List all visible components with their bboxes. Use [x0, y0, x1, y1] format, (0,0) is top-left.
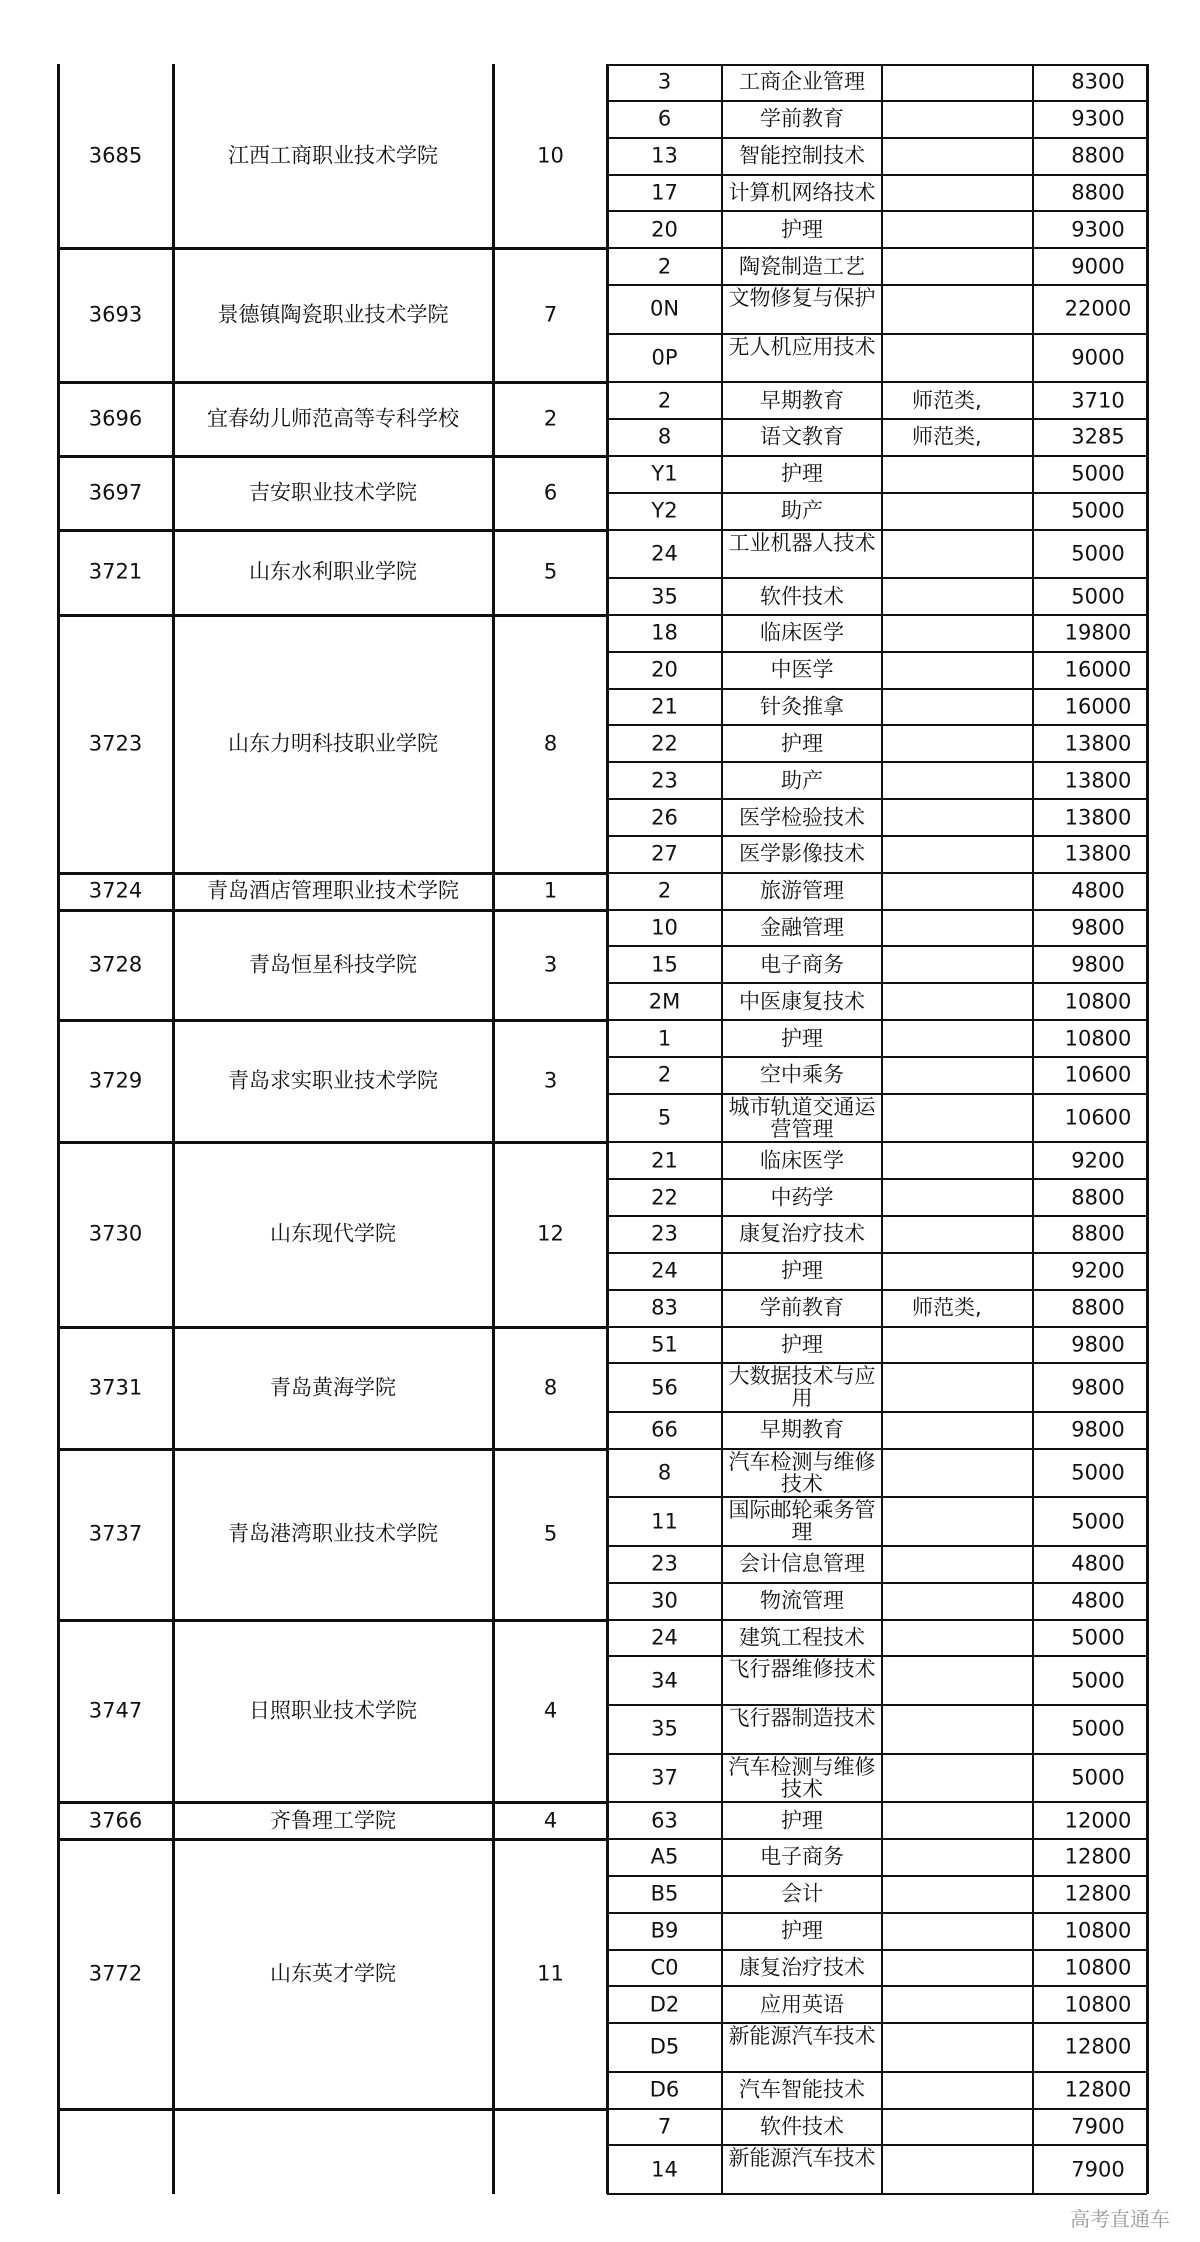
plan-count: 2 [543, 406, 558, 431]
major-code: 51 [651, 1332, 678, 1357]
tuition-fee: 9800 [1071, 1332, 1125, 1357]
major-name: 金融管理 [760, 915, 844, 940]
tuition-fee: 5000 [1071, 541, 1125, 566]
major-code: 15 [651, 952, 678, 977]
border-h [607, 137, 1147, 139]
border-h [607, 1215, 1147, 1217]
school-name: 江西工商职业技术学院 [228, 143, 438, 168]
border-h [58, 529, 608, 532]
major-name: 护理 [781, 1918, 823, 1943]
major-name: 康复治疗技术 [739, 1221, 865, 1246]
major-name: 护理 [781, 1258, 823, 1283]
border-h [607, 174, 1147, 176]
tuition-fee: 3285 [1071, 424, 1125, 449]
major-name: 康复治疗技术 [739, 1955, 865, 1980]
major-name: 针灸推拿 [760, 694, 844, 719]
major-name: 软件技术 [760, 2114, 844, 2139]
plan-count: 8 [543, 731, 558, 756]
tuition-fee: 13800 [1064, 731, 1132, 756]
tuition-fee: 9000 [1071, 345, 1125, 370]
major-name: 学前教育 [760, 1295, 844, 1320]
major-code: 66 [651, 1417, 678, 1442]
school-code: 3731 [88, 1375, 143, 1400]
school-code: 3721 [88, 559, 143, 584]
major-name: 医学影像技术 [739, 841, 865, 866]
border-h [607, 835, 1147, 837]
major-name: 工业机器人技术 [728, 531, 876, 555]
major-name: 智能控制技术 [739, 143, 865, 168]
tuition-fee: 7900 [1071, 2114, 1125, 2139]
border-h [607, 688, 1147, 690]
school-name: 青岛恒星科技学院 [249, 952, 417, 977]
tuition-fee: 5000 [1071, 1460, 1125, 1485]
major-note: 师范类, [912, 1295, 982, 1320]
school-name: 吉安职业技术学院 [249, 480, 417, 505]
plan-count: 7 [543, 302, 558, 327]
tuition-fee: 13800 [1064, 768, 1132, 793]
tuition-fee: 13800 [1064, 841, 1132, 866]
border-h [607, 1912, 1147, 1914]
border-h [607, 247, 1147, 249]
major-code: 83 [651, 1295, 678, 1320]
major-code: 17 [651, 180, 678, 205]
border-h [607, 1093, 1147, 1095]
school-name: 青岛港湾职业技术学院 [228, 1521, 438, 1546]
school-code: 3696 [88, 406, 143, 431]
border-h [58, 1801, 608, 1804]
major-code: 8 [657, 1460, 672, 1485]
border-h [58, 1448, 608, 1451]
tuition-fee: 8800 [1071, 1221, 1125, 1246]
tuition-fee: 5000 [1071, 1509, 1125, 1534]
major-code: 30 [651, 1588, 678, 1613]
border-h [607, 651, 1147, 653]
school-name: 青岛酒店管理职业技术学院 [207, 878, 459, 903]
major-name: 工商企业管理 [739, 69, 865, 94]
tuition-fee: 5000 [1071, 1765, 1125, 1790]
watermark: 高考直通车 [1070, 2207, 1170, 2231]
major-code: 0N [649, 296, 680, 321]
major-code: 7 [657, 2114, 672, 2139]
major-code: 3 [657, 69, 672, 94]
tuition-fee: 4800 [1071, 878, 1125, 903]
border-h [58, 1141, 608, 1144]
major-code: 21 [651, 694, 678, 719]
tuition-fee: 5000 [1071, 1668, 1125, 1693]
major-name: 飞行器维修技术 [728, 1658, 876, 1682]
major-name: 计算机网络技术 [728, 180, 876, 205]
major-code: D6 [649, 2077, 680, 2102]
major-name: 护理 [781, 1808, 823, 1833]
school-name: 青岛黄海学院 [270, 1375, 396, 1400]
school-name: 景德镇陶瓷职业技术学院 [217, 302, 449, 327]
major-name: 会计 [781, 1881, 823, 1906]
school-code: 3723 [88, 731, 143, 756]
major-name: 早期教育 [760, 388, 844, 413]
border-h [58, 1326, 608, 1329]
major-code: 21 [651, 1148, 678, 1173]
tuition-fee: 9200 [1071, 1258, 1125, 1283]
major-code: 11 [651, 1509, 678, 1534]
major-name: 中药学 [770, 1185, 834, 1210]
border-h [607, 798, 1147, 800]
border-h [607, 1178, 1147, 1180]
tuition-fee: 5000 [1071, 1716, 1125, 1741]
major-name: 无人机应用技术 [728, 335, 876, 359]
major-code: 56 [651, 1375, 678, 1400]
major-code: 2 [657, 254, 672, 279]
school-code: 3724 [88, 878, 143, 903]
tuition-fee: 5000 [1071, 584, 1125, 608]
major-code: Y1 [651, 461, 678, 486]
school-code: 3685 [88, 143, 143, 168]
major-code: 14 [651, 2157, 678, 2182]
border-h [607, 1985, 1147, 1987]
major-name: 会计信息管理 [739, 1551, 865, 1576]
major-name: 护理 [781, 461, 823, 486]
major-name: 电子商务 [760, 1844, 844, 1869]
plan-count: 5 [543, 1521, 558, 1546]
major-code: 35 [651, 1716, 678, 1741]
border-h [58, 381, 608, 384]
major-code: 23 [651, 768, 678, 793]
plan-count: 11 [537, 1961, 564, 1986]
border-h [58, 614, 608, 617]
major-name: 护理 [781, 217, 823, 242]
plan-count: 10 [537, 143, 564, 168]
border-h [607, 1619, 1147, 1621]
plan-count: 6 [543, 480, 558, 505]
school-name: 山东力明科技职业学院 [228, 731, 438, 756]
border-h [607, 1326, 1147, 1328]
major-code: 2 [657, 388, 672, 413]
major-code: 35 [651, 584, 678, 608]
major-note: 师范类, [912, 424, 982, 449]
border-h [607, 1448, 1147, 1450]
school-code: 3730 [88, 1221, 143, 1246]
tuition-fee: 8800 [1071, 180, 1125, 205]
major-name: 旅游管理 [760, 878, 844, 903]
major-code: 24 [651, 1625, 678, 1650]
tuition-fee: 22000 [1064, 296, 1132, 321]
plan-count: 4 [543, 1808, 558, 1833]
school-name: 山东现代学院 [270, 1221, 396, 1246]
major-name: 飞行器制造技术 [728, 1707, 876, 1730]
major-code: 23 [651, 1221, 678, 1246]
tuition-fee: 9800 [1071, 952, 1125, 977]
plan-count: 12 [537, 1221, 564, 1246]
tuition-fee: 8300 [1071, 69, 1125, 94]
major-note: 师范类, [912, 388, 982, 413]
tuition-fee: 4800 [1071, 1588, 1125, 1613]
border-h [58, 1838, 608, 1841]
tuition-fee: 9800 [1071, 1375, 1125, 1400]
school-name: 青岛求实职业技术学院 [228, 1068, 438, 1093]
school-code: 3693 [88, 302, 143, 327]
major-code: 8 [657, 424, 672, 449]
plan-count: 4 [543, 1698, 558, 1723]
tuition-fee: 12800 [1064, 1881, 1132, 1906]
major-name: 医学检验技术 [739, 805, 865, 829]
tuition-fee: 9800 [1071, 1417, 1125, 1442]
tuition-fee: 10600 [1064, 1062, 1132, 1087]
tuition-fee: 10800 [1064, 1955, 1132, 1980]
major-name: 汽车智能技术 [739, 2077, 865, 2102]
tuition-fee: 12800 [1064, 2034, 1132, 2059]
major-code: 1 [657, 1026, 672, 1051]
major-code: D5 [649, 2034, 680, 2059]
border-h [607, 761, 1147, 763]
tuition-fee: 3710 [1071, 388, 1125, 413]
major-name: 大数据技术与应用 [728, 1365, 876, 1411]
school-name: 山东英才学院 [270, 1961, 396, 1986]
major-code: 13 [651, 143, 678, 168]
border-h [607, 614, 1147, 616]
border-h [607, 1252, 1147, 1254]
border-h [58, 872, 608, 875]
border-h [607, 2108, 1147, 2110]
tuition-fee: 8800 [1071, 143, 1125, 168]
school-code: 3772 [88, 1961, 143, 1986]
major-code: 23 [651, 1551, 678, 1576]
border-h [607, 455, 1147, 457]
border-h [607, 1019, 1147, 1021]
tuition-fee: 12000 [1064, 1808, 1132, 1833]
border-h [58, 909, 608, 912]
tuition-fee: 10800 [1064, 1918, 1132, 1943]
border-h [607, 982, 1147, 984]
major-name: 应用英语 [760, 1992, 844, 2017]
major-code: 2 [657, 1062, 672, 1087]
major-code: 27 [651, 841, 678, 866]
plan-count: 3 [543, 952, 558, 977]
tuition-fee: 8800 [1071, 1185, 1125, 1210]
major-name: 护理 [781, 1026, 823, 1051]
tuition-fee: 4800 [1071, 1551, 1125, 1576]
tuition-fee: 16000 [1064, 694, 1132, 719]
major-code: Y2 [651, 498, 678, 523]
tuition-fee: 9300 [1071, 106, 1125, 131]
tuition-fee: 9000 [1071, 254, 1125, 279]
tuition-fee: 5000 [1071, 498, 1125, 523]
border-h [58, 1019, 608, 1022]
school-name: 宜春幼儿师范高等专科学校 [207, 406, 459, 431]
border-h [607, 492, 1147, 494]
tuition-fee: 5000 [1071, 461, 1125, 486]
border-h [607, 418, 1147, 420]
tuition-fee: 16000 [1064, 657, 1132, 682]
major-code: 34 [651, 1668, 678, 1693]
border-h [607, 64, 1147, 66]
border-h [607, 1655, 1147, 1657]
tuition-fee: 7900 [1071, 2157, 1125, 2182]
major-code: 20 [651, 217, 678, 242]
tuition-fee: 9800 [1071, 915, 1125, 940]
major-code: 26 [651, 805, 678, 829]
school-code: 3766 [88, 1808, 143, 1833]
major-name: 文物修复与保护 [728, 287, 876, 310]
school-code: 3747 [88, 1698, 143, 1723]
school-code: 3737 [88, 1521, 143, 1546]
tuition-fee: 5000 [1071, 1625, 1125, 1650]
major-name: 助产 [781, 498, 823, 523]
major-code: A5 [650, 1844, 679, 1869]
major-code: B9 [650, 1918, 679, 1943]
major-name: 护理 [781, 1332, 823, 1357]
border-h [607, 1056, 1147, 1058]
major-name: 护理 [781, 731, 823, 756]
school-name: 齐鲁理工学院 [270, 1808, 396, 1833]
tuition-fee: 19800 [1064, 620, 1132, 645]
major-name: 物流管理 [760, 1588, 844, 1613]
major-name: 临床医学 [760, 620, 844, 645]
school-name: 日照职业技术学院 [249, 1698, 417, 1723]
tuition-fee: 10800 [1064, 1026, 1132, 1051]
major-code: 18 [651, 620, 678, 645]
tuition-fee: 10600 [1064, 1105, 1132, 1130]
school-name: 山东水利职业学院 [249, 559, 417, 584]
plan-count: 3 [543, 1068, 558, 1093]
major-name: 汽车检测与维修技术 [728, 1450, 876, 1496]
major-name: 建筑工程技术 [739, 1625, 865, 1650]
major-code: 2M [648, 989, 681, 1014]
major-name: 助产 [781, 768, 823, 793]
major-code: 0P [651, 345, 678, 370]
border-h [607, 100, 1147, 102]
major-code: 24 [651, 1258, 678, 1283]
school-code: 3697 [88, 480, 143, 505]
tuition-fee: 10800 [1064, 989, 1132, 1014]
border-h [607, 1949, 1147, 1951]
tuition-fee: 9200 [1071, 1148, 1125, 1173]
plan-count: 1 [543, 878, 558, 903]
border-h [607, 724, 1147, 726]
major-name: 国际邮轮乘务管理 [728, 1499, 876, 1545]
major-name: 语文教育 [760, 424, 844, 449]
border-h [607, 872, 1147, 874]
border-h [607, 945, 1147, 947]
border-h [607, 2022, 1147, 2024]
major-name: 中医学 [770, 657, 834, 682]
tuition-fee: 9300 [1071, 217, 1125, 242]
border-h [58, 2108, 608, 2111]
plan-count: 8 [543, 1375, 558, 1400]
major-name: 陶瓷制造工艺 [739, 254, 865, 279]
border-h [607, 1362, 1147, 1364]
major-name: 新能源汽车技术 [728, 2025, 876, 2049]
major-name: 临床医学 [760, 1148, 844, 1173]
major-name: 空中乘务 [760, 1062, 844, 1087]
major-code: B5 [650, 1881, 679, 1906]
border-h [607, 1875, 1147, 1877]
major-code: 24 [651, 541, 678, 566]
major-name: 汽车检测与维修技术 [728, 1755, 876, 1801]
tuition-fee: 12800 [1064, 1844, 1132, 1869]
major-code: 5 [657, 1105, 672, 1130]
major-name: 电子商务 [760, 952, 844, 977]
tuition-fee: 13800 [1064, 805, 1132, 829]
border-h [58, 247, 608, 250]
major-name: 软件技术 [760, 584, 844, 608]
border-h [607, 1838, 1147, 1840]
border-h [607, 2144, 1147, 2146]
major-code: 22 [651, 1185, 678, 1210]
major-code: 2 [657, 878, 672, 903]
border-h [58, 455, 608, 458]
major-code: D2 [649, 1992, 680, 2017]
border-h [607, 284, 1147, 286]
major-name: 早期教育 [760, 1417, 844, 1442]
tuition-fee: 10800 [1064, 1992, 1132, 2017]
major-code: 22 [651, 731, 678, 756]
major-code: 10 [651, 915, 678, 940]
major-code: C0 [650, 1955, 679, 1980]
border-h [607, 1289, 1147, 1291]
border-h [607, 909, 1147, 911]
border-h [607, 1582, 1147, 1584]
tuition-fee: 8800 [1071, 1295, 1125, 1320]
plan-count: 5 [543, 559, 558, 584]
major-name: 学前教育 [760, 106, 844, 131]
border-h [58, 1619, 608, 1622]
tuition-fee: 12800 [1064, 2077, 1132, 2102]
major-code: 6 [657, 106, 672, 131]
major-name: 城市轨道交通运营管理 [728, 1095, 876, 1141]
school-code: 3728 [88, 952, 143, 977]
major-code: 20 [651, 657, 678, 682]
school-code: 3729 [88, 1068, 143, 1093]
major-code: 63 [651, 1808, 678, 1833]
major-code: 37 [651, 1765, 678, 1790]
major-name: 中医康复技术 [739, 989, 865, 1014]
major-name: 新能源汽车技术 [728, 2147, 876, 2171]
border-h [607, 210, 1147, 212]
